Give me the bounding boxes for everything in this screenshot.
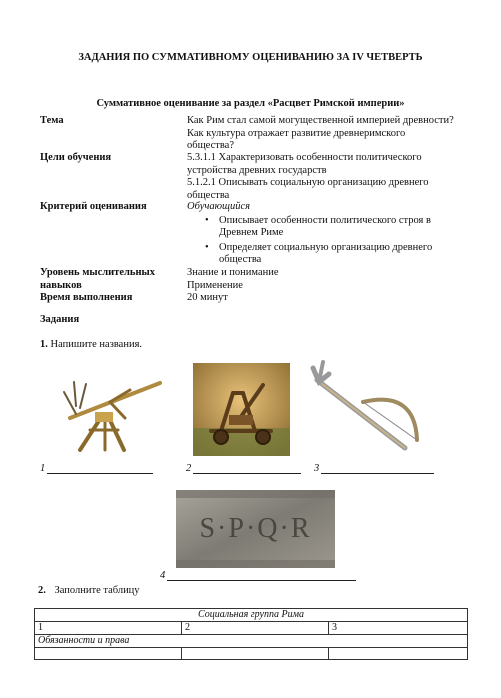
table-col-3[interactable]: 3 [329,622,468,635]
task2-text: Заполните таблицу [54,585,140,596]
answer-line-1[interactable] [47,463,153,474]
task2 [38,585,140,598]
criteria-item [201,242,477,267]
level-label-line: навыков [40,279,82,291]
ballista-image [50,368,170,453]
criteria-line: • Определяет социальную организацию древнего [219,241,433,253]
level-value [187,267,477,292]
table-cell[interactable] [35,648,182,660]
catapult-image [193,363,290,456]
table-header: Социальная группа Рима [35,609,468,622]
main-title: ЗАДАНИЯ ПО СУММАТИВНОМУ ОЦЕНИВАНИЮ ЗА IV ЧЕТВЕРТЬ [78,52,423,63]
answer-blank-3[interactable] [314,463,319,476]
level-value-line: Знание и понимание [187,267,279,278]
task2-number: 2. [38,585,46,596]
goal-line: устройства древних государств [187,164,327,176]
answer-blank-2[interactable] [186,463,191,476]
table-row [35,648,468,660]
tasks-heading: Задания [40,314,80,325]
answer-number: 1 [40,463,46,474]
criteria-line: общества [219,254,262,266]
crossbow-image [305,360,425,455]
table-row-label: Обязанности и права [35,635,468,648]
time-label: Время выполнения [40,292,133,303]
level-value-line: Применение [187,279,243,291]
social-table [34,608,468,660]
criteria-line: • Описывает особенности политического строя в [219,214,431,226]
answer-number: 3 [314,463,320,474]
table-cell[interactable] [329,648,468,660]
table-cell[interactable] [182,648,329,660]
goal-line: 5.3.1.1 Характеризовать особенности политического [187,152,422,163]
criteria-label: Критерий оценивания [40,201,147,212]
spqr-stone-image [176,490,335,568]
task1 [40,339,142,352]
time-value: 20 минут [187,292,228,303]
criteria-value [187,201,477,269]
task1-text: Напишите названия. [50,339,143,350]
criteria-list [201,215,477,267]
table-col-1[interactable]: 1 [35,622,182,635]
goals-label: Цели обучения [40,152,112,163]
criteria-intro: Обучающийся [187,201,251,212]
criteria-line: Древнем Риме [219,227,284,239]
topic-value [187,115,477,153]
table-row [35,622,468,635]
topic-line: Как Рим стал самой могущественной империей древности? [187,115,454,126]
answer-line-3[interactable] [321,463,434,474]
criteria-item [201,215,477,240]
answer-number: 4 [160,570,166,581]
answer-blank-1[interactable] [40,463,45,476]
level-label-line: Уровень мыслительных [40,267,155,278]
answer-blank-4[interactable] [160,570,165,583]
task1-number: 1. [40,339,48,350]
table-col-2[interactable]: 2 [182,622,329,635]
table-row [35,635,468,648]
goal-line: общества [187,189,230,201]
topic-line: Как культура отражает развитие древнеримского [187,127,406,139]
answer-line-2[interactable] [193,463,301,474]
goal-line: 5.1.2.1 Описывать социальную организацию древнего [187,177,429,189]
section-title: Суммативное оценивание за раздел «Расцвет Римской империи» [96,98,405,109]
goals-value [187,152,477,202]
answer-number: 2 [186,463,192,474]
topic-line: общества? [187,140,234,152]
level-label [40,267,155,292]
topic-label: Тема [40,115,64,126]
spqr-text: S·P·Q·R [199,513,312,544]
answer-line-4[interactable] [167,570,356,581]
